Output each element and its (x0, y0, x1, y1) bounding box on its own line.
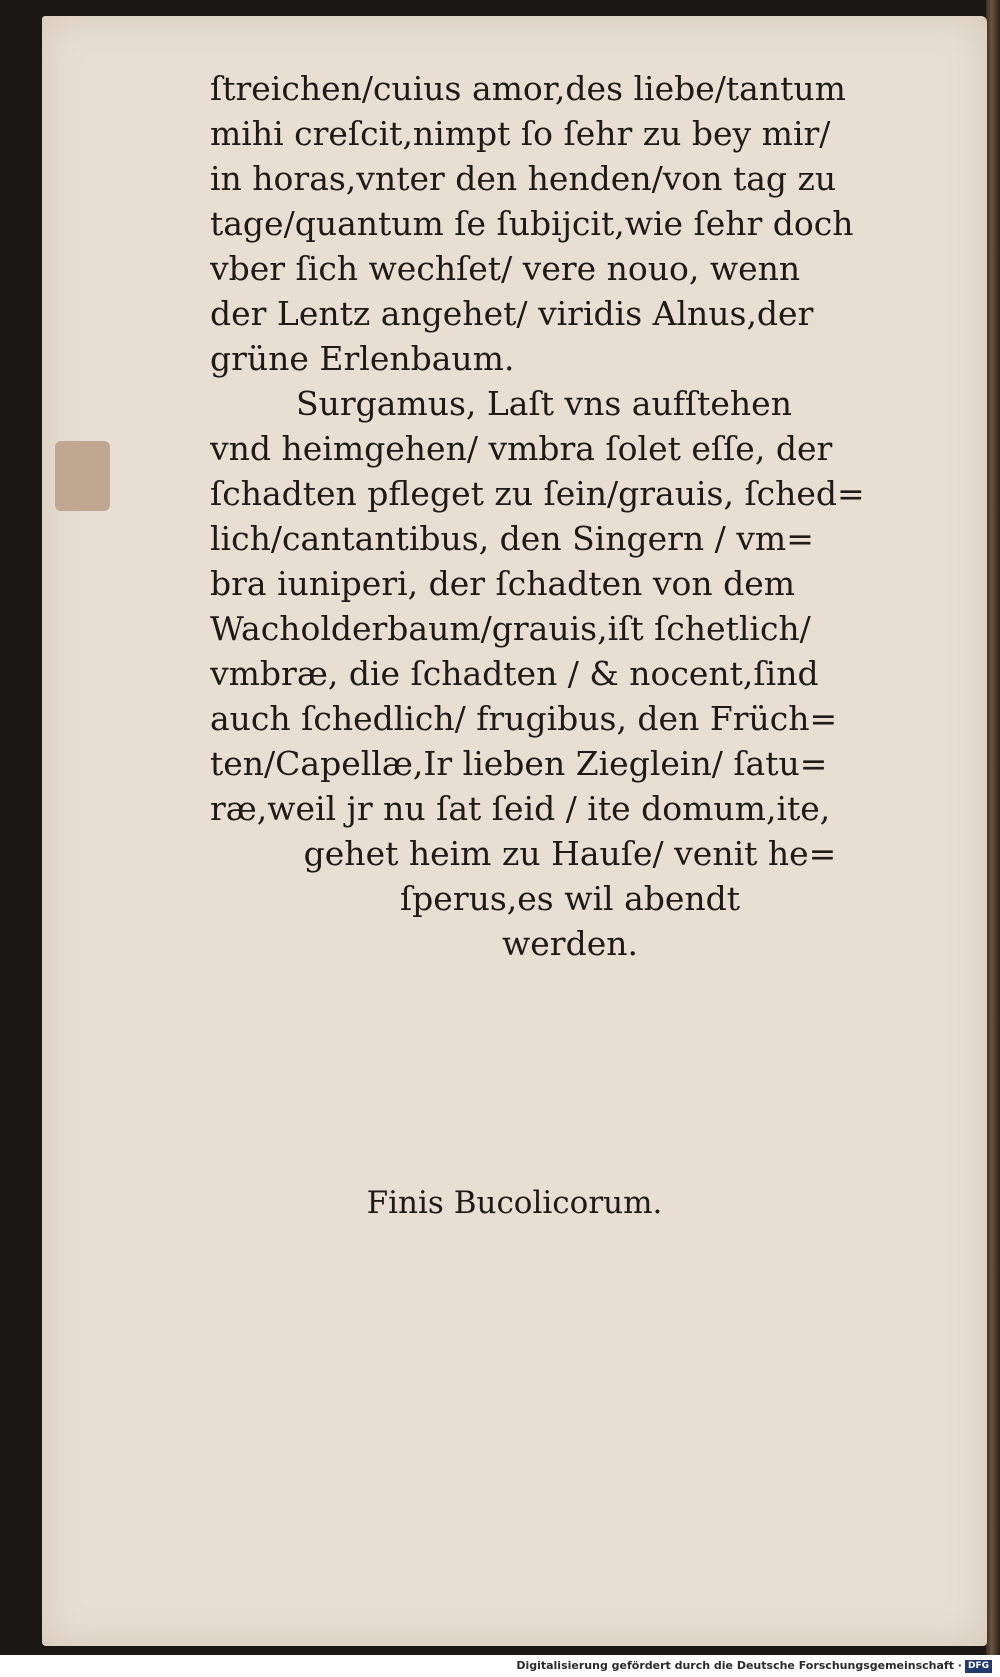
centered-line: ſperus,es wil abendt (399, 879, 741, 918)
text-line: bra iuniperi, der ſchadten von dem (210, 564, 796, 603)
dfg-logo: DFG (965, 1660, 992, 1673)
centered-line: gehet heim zu Hauſe/ venit he= (303, 834, 837, 873)
text-line: mihi creſcit,nimpt ſo ſehr zu bey mir/ (210, 114, 831, 153)
text-line: lich/cantantibus, den Singern / vm= (210, 519, 814, 558)
text-line: vmbræ, die ſchadten / & nocent,ſind (210, 654, 819, 693)
centered-line: werden. (502, 924, 638, 963)
text-line: in horas,vnter den henden/von tag zu (210, 159, 837, 198)
page-stain (55, 441, 110, 511)
text-line: der Lentz angehet/ viridis Alnus,der (210, 294, 814, 333)
digitization-credit (516, 1659, 992, 1673)
paragraph-first-line: Surgamus, Laſt vns aufſtehen (296, 384, 792, 423)
closing-title: Finis Bucolicorum. (366, 1185, 663, 1221)
text-line: ſchadten pfleget zu ſein/grauis, ſched= (210, 474, 865, 513)
text-line: vber ſich wechſet/ vere nouo, wenn (210, 249, 801, 288)
text-line: auch ſchedlich/ frugibus, den Früch= (210, 699, 838, 738)
credit-text: Digitalisierung gefördert durch die Deutsche Forschungsgemeinschaft · (516, 1659, 962, 1672)
book-binding-edge (986, 0, 1000, 1655)
text-line: Wacholderbaum/grauis,iſt ſchetlich/ (210, 609, 811, 648)
text-line: vnd heimgehen/ vmbra ſolet eſſe, der (210, 429, 833, 468)
text-line: tage/quantum ſe ſubijcit,wie ſehr doch (210, 204, 854, 243)
page-text (210, 66, 930, 966)
text-line: ræ,weil jr nu ſat ſeid / ite domum,ite, (210, 789, 831, 828)
text-line: grüne Erlenbaum. (210, 339, 515, 378)
text-line: ſtreichen/cuius amor,des liebe/tantum (210, 69, 846, 108)
text-line: ten/Capellæ,Ir lieben Zieglein/ ſatu= (210, 744, 828, 783)
